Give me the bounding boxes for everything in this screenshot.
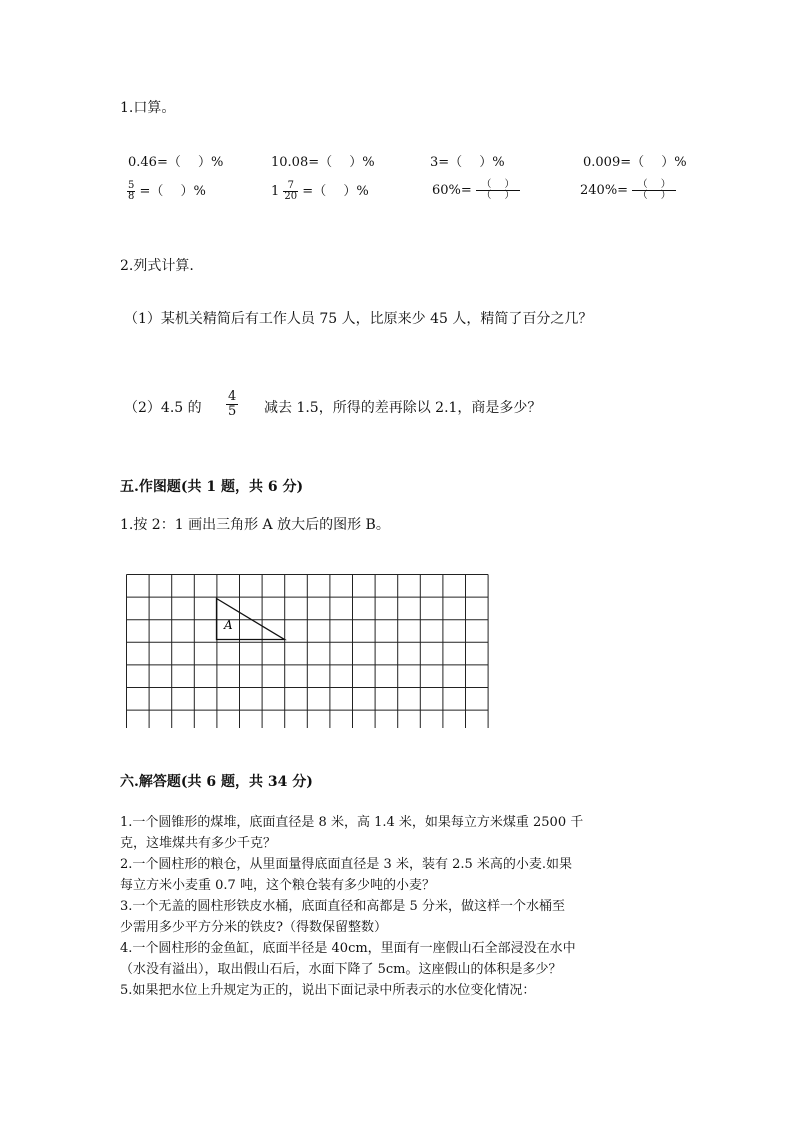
blank-numerator: （ ） [476, 180, 520, 191]
q1-item-5-tail: =（ ）% [139, 184, 206, 199]
q1-item-1: 0.46=（ ）% [128, 155, 224, 170]
q2-problem-1: （1）某机关精简后有工作人员 75 人，比原来少 45 人，精简了百分之几？ [124, 311, 593, 327]
drawing-grid [126, 574, 490, 728]
mixed-whole: 1 [271, 184, 280, 199]
section-6-problems [120, 812, 583, 1001]
q2-problem-2-head: （2）4.5 的 [124, 400, 202, 416]
section-5-question-1: 1.按 2：1 画出三角形 A 放大后的图形 B。 [120, 517, 390, 533]
q1-item-8-head: 240%= [580, 183, 629, 198]
grid-lines [127, 575, 489, 729]
q2-problem-2-fraction [226, 390, 238, 418]
triangle-label: A [224, 618, 233, 632]
problem-line: 每立方米小麦重 0.7 吨，这个粮仓装有多少吨的小麦？ [120, 878, 435, 893]
problem-line: 2.一个圆柱形的粮仓，从里面量得底面直径是 3 米，装有 2.5 米高的小麦.如果 [120, 857, 573, 872]
fraction-numerator: 5 [128, 180, 135, 191]
blank-fraction [632, 180, 676, 201]
problem-line: 1.一个圆锥形的煤堆，底面直径是 8 米，高 1.4 米，如果每立方米煤重 2500 千 [120, 815, 584, 830]
q2-problem-2-tail: 减去 1.5，所得的差再除以 2.1，商是多少？ [264, 400, 542, 416]
fraction [283, 181, 298, 202]
problem-line: 克，这堆煤共有多少千克？ [120, 836, 277, 851]
blank-denominator: （ ） [481, 190, 515, 201]
blank-denominator: （ ） [637, 190, 671, 201]
q1-item-2: 10.08=（ ）% [271, 155, 375, 170]
problem-line: 少需用多少平方分米的铁皮?（得数保留整数） [120, 920, 387, 935]
section-6-title: 六.解答题(共 6 题，共 34 分) [120, 774, 313, 790]
problem-line: 5.如果把水位上升规定为正的，说出下面记录中所表示的水位变化情况： [120, 983, 536, 998]
fraction-denominator: 5 [228, 403, 237, 419]
q1-item-6-tail: =（ ）% [302, 184, 369, 199]
section-5-title: 五.作图题(共 1 题，共 6 分) [120, 479, 304, 495]
problem-line: 4.一个圆柱形的金鱼缸，底面半径是 40cm，里面有一座假山石全部浸没在水中 [120, 941, 576, 956]
blank-fraction [476, 180, 520, 201]
q1-title: 1.口算。 [120, 100, 176, 116]
problem-line: 3.一个无盖的圆柱形铁皮水桶，底面直径和高都是 5 分米，做这样一个水桶至 [120, 899, 565, 914]
fraction-numerator: 4 [228, 389, 237, 404]
q1-item-6 [271, 180, 369, 202]
fraction-denominator: 8 [128, 191, 135, 202]
q1-item-3: 3=（ ）% [430, 155, 505, 170]
q2-title: 2.列式计算. [120, 258, 194, 274]
q1-item-7-head: 60%= [432, 183, 472, 198]
q1-item-8 [580, 180, 676, 201]
problem-line: （水没有溢出），取出假山石后，水面下降了 5cm。这座假山的体积是多少？ [120, 962, 562, 977]
fraction [127, 181, 135, 202]
blank-numerator: （ ） [632, 180, 676, 191]
q1-item-5 [127, 180, 206, 202]
q1-item-7 [432, 180, 520, 201]
q1-item-4: 0.009=（ ）% [583, 155, 687, 170]
fraction-denominator: 20 [284, 191, 298, 202]
fraction-numerator: 7 [283, 181, 298, 192]
